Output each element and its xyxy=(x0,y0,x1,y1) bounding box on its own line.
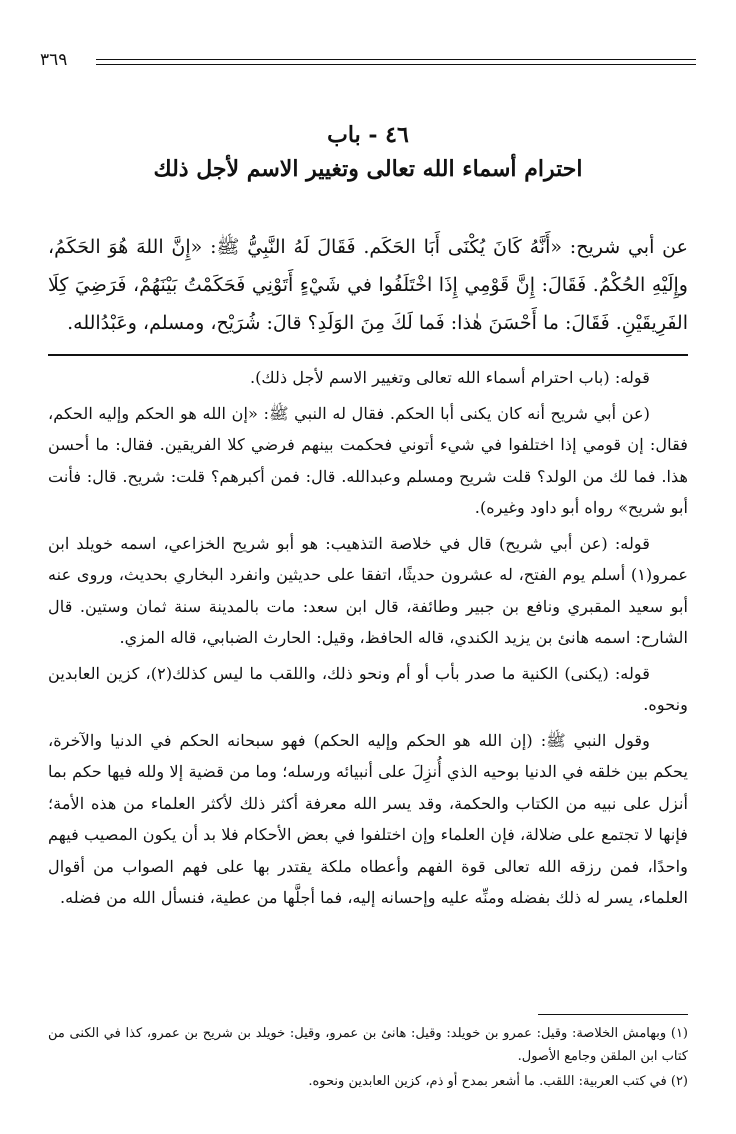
footnotes xyxy=(48,1022,688,1095)
commentary-paragraph: قوله: (باب احترام أسماء الله تعالى وتغيير الاسم لأجل ذلك). xyxy=(249,368,650,387)
commentary-paragraph: قوله: (عن أبي شريح) قال في خلاصة التذهيب: هو أبو شريح الخزاعي، اسمه خويلد ابن عمرو(١) أسلم يوم الفتح، له عشرون حديثًا، اتفقا على حديثين وانفرد البخاري بحديث، وروى عنه أبو سعيد المقبري ونافع بن جبير وطائفة، قال ابن سعد: مات بالمدينة سنة ثمان وستين. قال الشارح: اسمه هانئ بن يزيد الكندي، قاله الحافظ، وقيل: الحارث الضبابي، قاله المزي. xyxy=(48,533,688,647)
chapter-title: احترام أسماء الله تعالى وتغيير الاسم لأجل ذلك xyxy=(153,156,583,182)
footnote-divider xyxy=(538,1014,688,1015)
chapter-number: ٤٦ - باب xyxy=(327,122,409,148)
commentary-paragraph: قوله: (يكنى) الكنية ما صدر بأب أو أم ونحو ذلك، واللقب ما ليس كذلك(٢)، كزين العابدين ونحوه. xyxy=(48,663,688,714)
commentary-paragraph: وقول النبي ﷺ: (إن الله هو الحكم وإليه الحكم) فهو سبحانه الحكم في الدنيا والآخرة، يحكم بين خلقه في الدنيا بوحيه الذي أُنزِلَ على أنبيائه ورسله؛ وما من قضية إلا ولله فيها حكم بما أنزل على نبيه من الكتاب والحكمة، وقد يسر الله معرفة أكثر ذلك لأكثر العلماء من هذه الأمة؛ فإنها لا تجتمع على ضلالة، فإن العلماء وإن اختلفوا في بعض الأحكام فلا بد أن يكون المصيب فيهم واحدًا، فمن رزقه الله تعالى قوة الفهم وأعطاه ملكة يقتدر بها على فهم الصواب من أقوال العلماء، يسر له ذلك بفضله ومنِّه عليه وإحسانه إليه، فما أجلَّها من عطية، فنسأل الله من فضله. xyxy=(48,730,688,907)
footnote: (١) وبهامش الخلاصة: وقيل: عمرو بن خويلد: وقيل: هانئ بن عمرو، وقيل: خويلد بن شريح بن عمرو، كذا في الكنى من كتاب ابن الملقن وجامع الأصول. xyxy=(48,1026,688,1064)
commentary xyxy=(48,362,688,918)
hadith-text: عن أبي شريح: «أَنَّهُ كَانَ يُكْنَى أَبَا الحَكَم. فَقَالَ لَهُ النَّبِيُّ ﷺ: «إِنَّ اللهَ هُوَ الحَكَمُ، وإِلَيْهِ الحُكْمُ. فَقَالَ: إِنَّ قَوْمِي إِذَا اخْتَلَفُوا في شَيْءٍ أَتَوْنِي فَحَكَمْتُ بَيْنَهُمْ، فَرَضِيَ كِلَا الفَرِيقَيْنِ. فَقَالَ: ما أَحْسَنَ هٰذا: فَما لَكَ مِنَ الوَلَدِ؟ قالَ: شُرَيْح، ومسلم، وعَبْدُالله. xyxy=(48,236,688,334)
footnote: (٢) في كتب العربية: اللقب. ما أشعر بمدح أو ذم، كزين العابدين ونحوه. xyxy=(308,1074,688,1089)
header-double-rule xyxy=(96,59,696,65)
commentary-paragraph: (عن أبي شريح أنه كان يكنى أبا الحكم. فقال له النبي ﷺ: «إن الله هو الحكم وإليه الحكم، فقال: إن قومي إذا اختلفوا في شيء أتوني فحكمت بينهم فرضي كلا الفريقين. فقال: ما أحسن هذا. فما لك من الولد؟ قلت شريح ومسلم وعبدالله. قال: فمن أكبرهم؟ قلت: شريح. قال: فأنت أبو شريح» رواه أبو داود وغيره). xyxy=(48,403,688,517)
section-divider xyxy=(48,354,688,356)
page-header xyxy=(40,50,696,74)
page-number: ٣٦٩ xyxy=(40,50,68,70)
